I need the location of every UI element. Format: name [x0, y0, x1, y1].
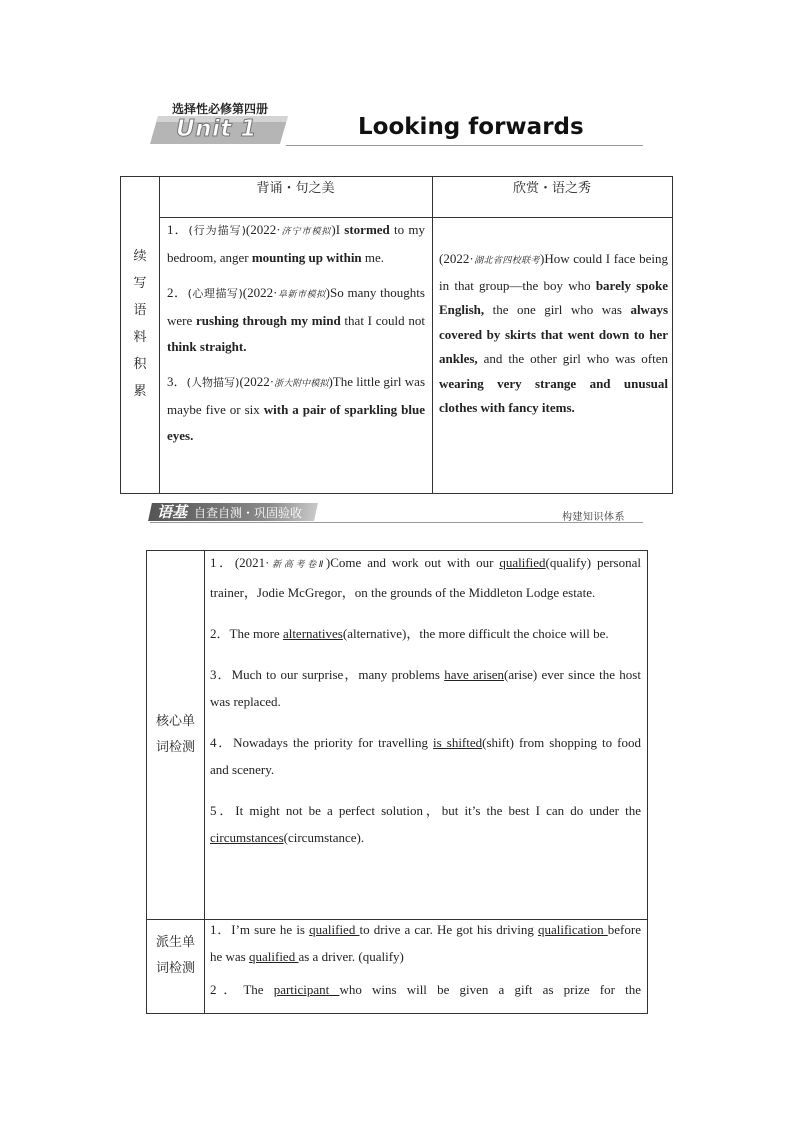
section-rule — [150, 522, 643, 523]
vocabulary-check-table — [146, 550, 648, 1014]
appreciate-passage: (2022·湖北省四校联考)How could I face being in that group—the boy who barely spoke English, the one girl who was always covered by skirts that went down to her ankles, and the other girl who was often wearing very strange and unusual clothes with fancy items. — [439, 251, 668, 415]
unit-label: Unit 1 — [176, 116, 257, 142]
recite-sentences — [167, 217, 425, 458]
book-series-label: 选择性必修第四册 — [172, 102, 269, 116]
row-label-core-words: 核心单 词检测 — [155, 714, 195, 755]
section-tag: 语基 — [157, 503, 188, 521]
list-item: 2．(心理描写)(2022·阜新市模拟)So many thoughts were rushing through my mind that I could not think straight. — [167, 285, 425, 354]
list-item: 1．(行为描写)(2022·济宁市模拟)I stormed to my bedroom, anger mounting up within me. — [167, 222, 425, 265]
list-item: 2．The participant who wins will be given a gift as prize for the — [210, 982, 641, 997]
answer-blank: qualified — [499, 555, 546, 570]
row-label-derived-words: 派生单 词检测 — [155, 935, 195, 976]
list-item: 5．It might not be a perfect solution，but it’s the best I can do under the circumstances(circumstance). — [210, 803, 641, 845]
answer-blank: qualification — [537, 922, 608, 937]
writing-material-table — [120, 176, 673, 494]
answer-blank: alternatives — [282, 626, 343, 641]
column-divider — [432, 177, 433, 493]
answer-blank: circumstances — [210, 830, 284, 845]
list-item: 2．The more alternatives(alternative)，the more difficult the choice will be. — [210, 626, 609, 641]
derived-word-items — [210, 916, 641, 1017]
answer-blank: participant — [273, 982, 340, 997]
list-item: 1．I’m sure he is qualified to drive a car. He got his driving qualification before he was qualified as a driver. (qualify) — [210, 922, 641, 964]
section-subtitle: 构建知识体系 — [562, 512, 625, 523]
page-title: Looking forwards — [358, 114, 584, 140]
answer-blank: is shifted — [433, 735, 483, 750]
answer-blank: qualified — [249, 949, 299, 964]
answer-blank: have arisen — [444, 667, 505, 682]
core-word-items — [210, 549, 641, 865]
row-label-writing-material: 续 写 语 料 积 累 — [133, 249, 147, 399]
column-header-appreciate: 欣赏・语之秀 — [512, 181, 591, 196]
answer-blank: qualified — [309, 922, 360, 937]
list-item: 3．Much to our surprise，many problems have arisen(arise) ever since the host was replaced. — [210, 667, 641, 709]
list-item: 1．(2021·新高考卷Ⅱ)Come and work out with our qualified(qualify) personal trainer，Jodie McGregor，on the grounds of the Middleton Lodge estate. — [210, 555, 641, 600]
column-divider — [159, 177, 160, 493]
list-item: 4．Nowadays the priority for travelling is shifted(shift) from shopping to food and scenery. — [210, 735, 641, 777]
column-header-recite: 背诵・句之美 — [256, 181, 335, 196]
column-divider — [204, 551, 205, 1013]
list-item: 3．(人物描写)(2022·浙大附中模拟)The little girl was maybe five or six with a pair of sparkling blue eyes. — [167, 374, 425, 443]
header-rule — [286, 145, 643, 146]
section-title: 自查自测・巩固验收 — [194, 506, 303, 520]
